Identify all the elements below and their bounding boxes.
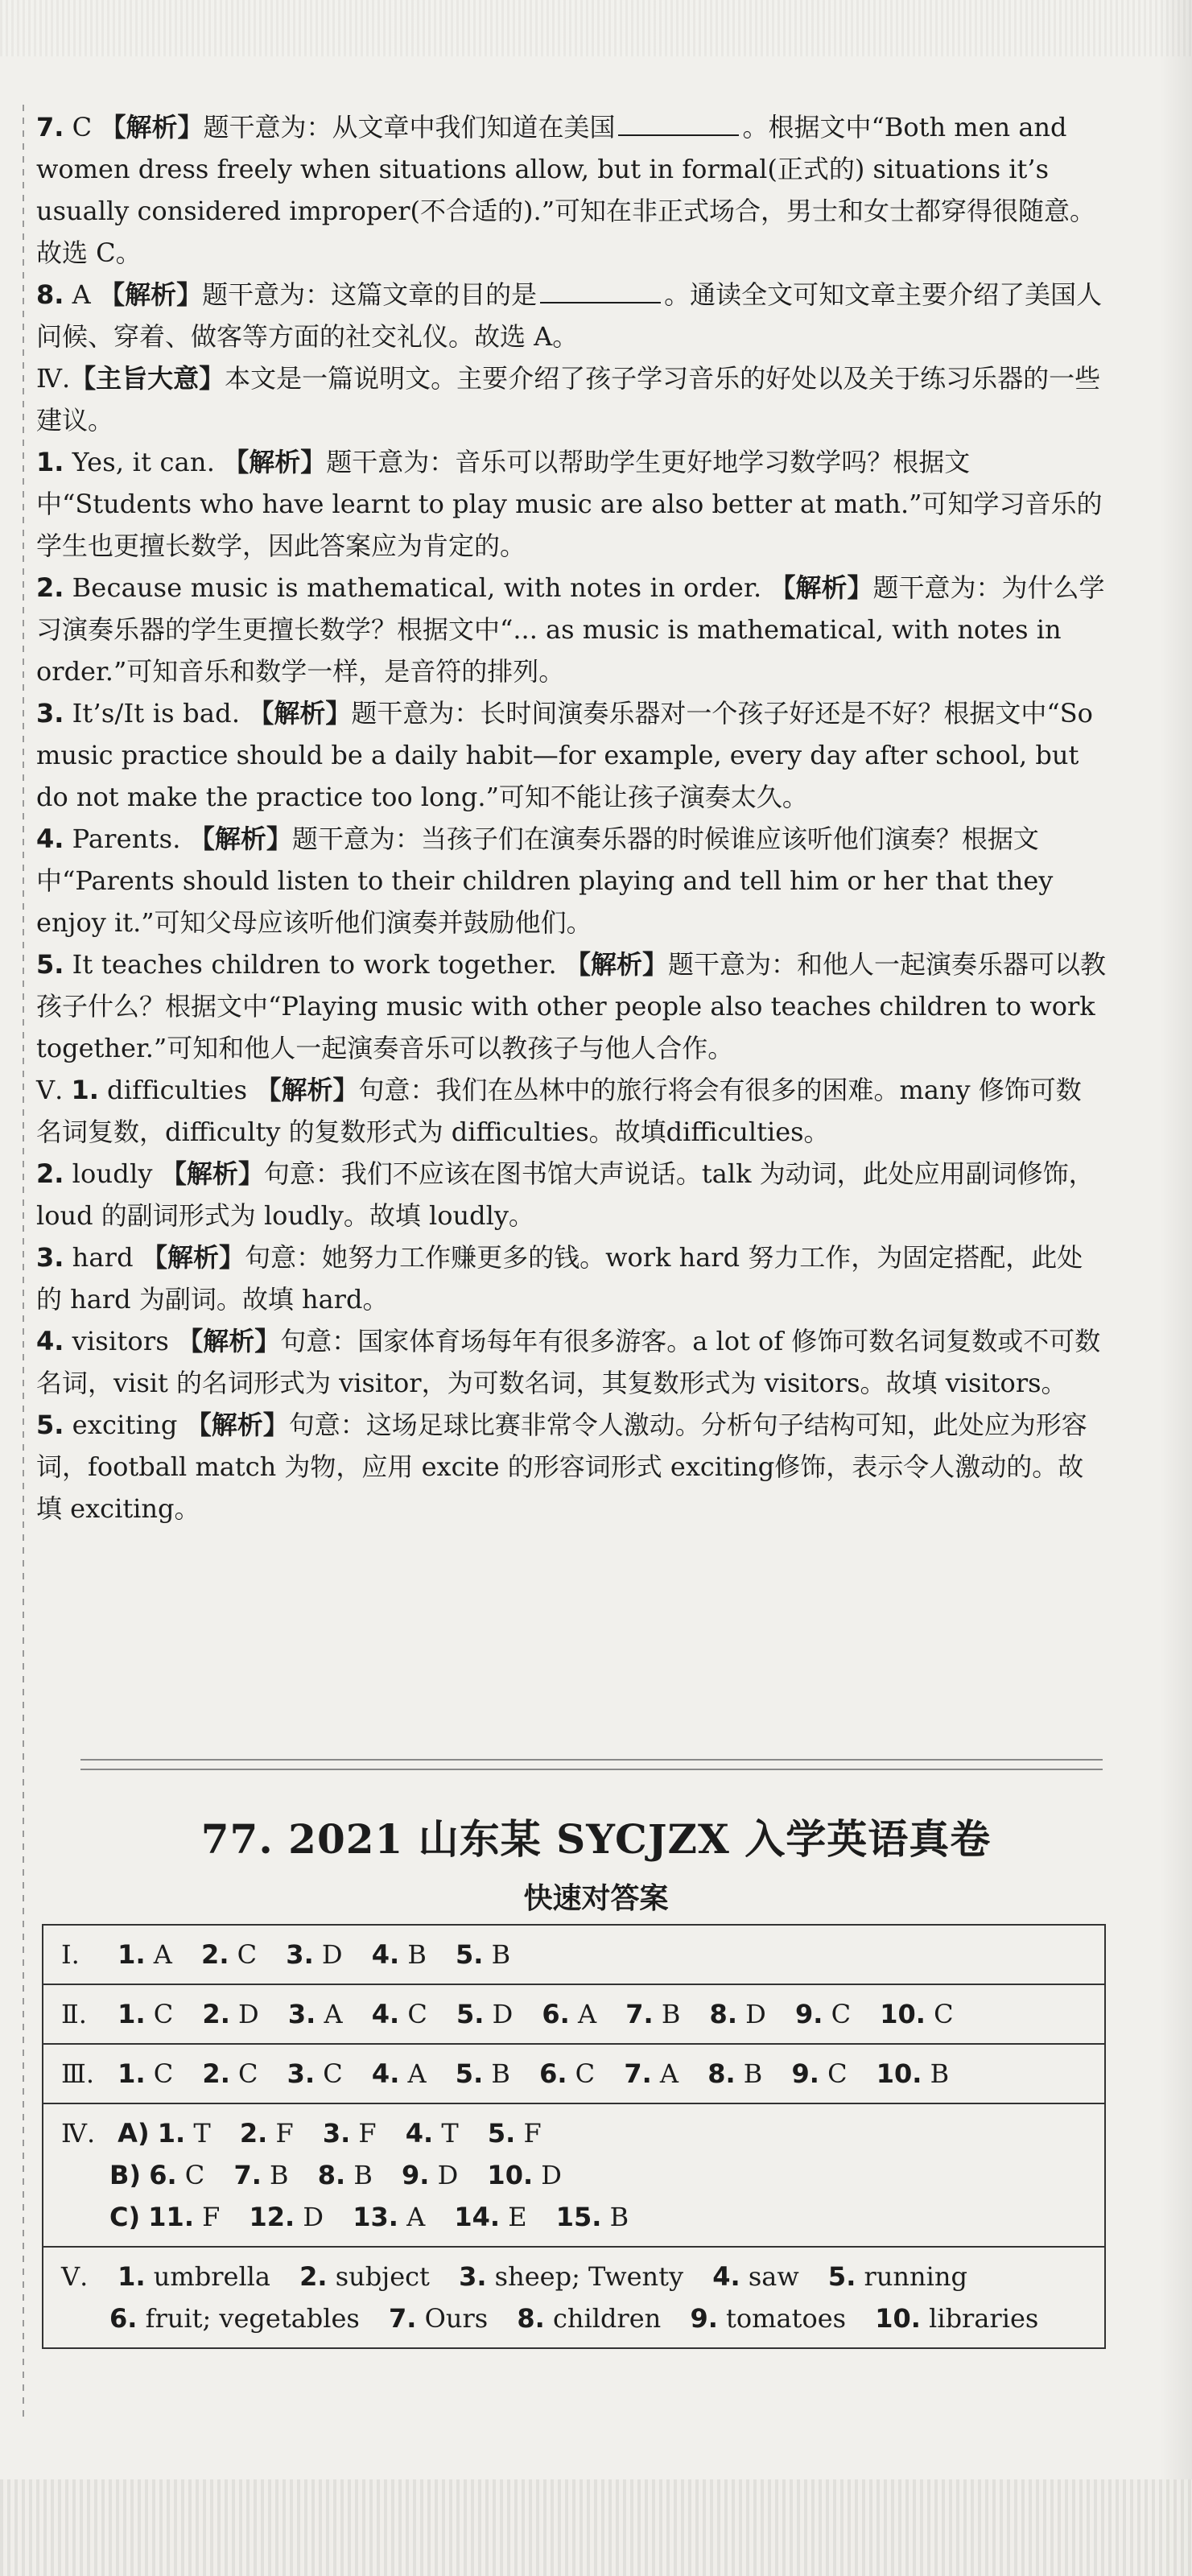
answer-cell: 4. B [371,1939,427,1970]
part-label: C) [109,2202,141,2232]
analysis-tag: 【解析】 [188,824,292,854]
answer-row-1 [43,1926,1104,1985]
part-label: B) [109,2160,142,2190]
answer-cell: 12. D [249,2202,324,2232]
answer-cell: 8. children [517,2303,662,2334]
answer-cell: 3. sheep; Twenty [459,2261,684,2292]
analysis-text: 题干意为：从文章中我们知道在美国 [203,112,616,142]
row-label: Ⅴ. [61,2261,89,2292]
answer-cell: 7. B [625,1999,681,2029]
answer-blank [540,279,661,303]
answer-cell: 10. D [487,2160,562,2190]
answer-cell: 3. F [322,2118,377,2149]
answer-cell: 8. B [317,2160,373,2190]
item-number: 1. [71,1075,99,1105]
item-answer: Parents. [72,824,181,854]
answer-item-7 [36,106,1107,274]
analysis-tag: 【解析】 [223,447,327,477]
analysis-tag: 【解析】 [565,949,669,980]
quick-answer-table [42,1924,1106,2349]
answer-cell: 5. B [455,2058,510,2089]
answer-row-2 [43,1985,1104,2045]
answer-cell: 14. E [454,2202,527,2232]
answer-row-4 [43,2104,1104,2248]
answer-cell: 6. C [149,2160,205,2190]
analysis-tag: 【解析】 [99,279,203,310]
row-label: Ⅱ. [61,1999,87,2029]
answer-cell: 5. running [827,2261,967,2292]
item-answer: It’s/It is bad. [72,698,241,729]
analysis-tag: 【解析】 [100,112,204,142]
answer-cell: 1. T [157,2118,211,2149]
answer-cell: 9. C [791,2058,848,2089]
answer-cell: 10. libraries [875,2303,1039,2334]
answer-cell: 2. D [202,1999,259,2029]
section-4-item-5 [36,943,1107,1069]
analysis-text: 。通读全文可知文章主要介绍了美国人问候、穿着、做客等方面的社交礼仪。故选 A。 [36,279,1103,352]
answer-cell: 2. C [201,1939,258,1970]
part-c-line [61,2196,1087,2238]
item-number: 3. [36,1242,64,1273]
section-divider [80,1759,1103,1770]
answer-cell: 1. C [118,1999,174,2029]
answer-cell: 9. tomatoes [690,2303,847,2334]
answer-cell: 11. F [148,2202,221,2232]
section-4-item-1 [36,441,1107,567]
answer-blank [618,112,739,136]
item-number: 4. [36,824,64,854]
section-4-item-2 [36,567,1107,692]
section-5-item-1 [36,1069,1107,1153]
item-number: 5. [36,949,64,980]
scan-edge-right [1160,0,1192,2576]
answer-cell: 1. umbrella [118,2261,270,2292]
item-answer: It teaches children to work together. [72,949,557,980]
item-number: 4. [36,1326,64,1356]
row-label: Ⅲ. [61,2058,95,2089]
item-answer: C [72,112,93,142]
analysis-text: 题干意为：这篇文章的目的是 [202,279,538,310]
section-5-item-4 [36,1320,1107,1404]
answer-cell: 5. F [487,2118,542,2149]
answer-cell: 4. saw [712,2261,799,2292]
analysis-text: 句意：我们在丛林中的旅行将会有很多的困难。many 修饰可数名词复数，difficulty 的复数形式为 difficulties。故填difficulties。 [36,1075,1082,1147]
answer-cell: 5. D [456,1999,514,2029]
answer-cell: 10. B [876,2058,950,2089]
item-number: 2. [36,572,64,603]
left-margin-rule [23,105,24,2423]
analysis-tag: 【解析】 [255,1075,359,1105]
item-answer: visitors [72,1326,170,1356]
answer-cell: 6. C [539,2058,596,2089]
section-4-item-3 [36,692,1107,818]
answer-cell: 15. B [555,2202,629,2232]
item-number: 2. [36,1158,64,1189]
section-label: Ⅳ. [36,363,71,394]
scan-edge-top [0,0,1192,56]
answer-cell: 8. B [707,2058,763,2089]
section-label: Ⅴ. [36,1075,64,1105]
answer-cell: 3. C [287,2058,343,2089]
answer-cell: 2. F [239,2118,294,2149]
answer-cell: 9. D [402,2160,459,2190]
answer-cell: 4. T [405,2118,459,2149]
section-4-summary [36,357,1107,441]
main-idea-tag: 【主旨大意】 [70,363,225,394]
answer-cell: 7. B [233,2160,289,2190]
section-4-item-4 [36,818,1107,943]
analysis-tag: 【解析】 [248,698,352,729]
analysis-text: 句意：我们不应该在图书馆大声说话。talk 为动词，此处应用副词修饰，loud 的副词形式为 loudly。故填 loudly。 [36,1158,1095,1231]
analysis-text: 句意：她努力工作赚更多的钱。work hard 努力工作，为固定搭配，此处的 hard 为副词。故填 hard。 [36,1242,1083,1315]
answer-cell: 8. D [709,1999,766,2029]
item-answer: difficulties [107,1075,248,1105]
answer-cell: 1. C [118,2058,174,2089]
analysis-text: 。根据文中“Both men and women dress freely when situations allow, but in formal(正式的) situations it’s usually considered improper(不合适的).”可知在非正式场合，男士和女士都穿得很随意。故选 C。 [36,112,1096,268]
item-answer: loudly [72,1158,153,1189]
analysis-text: 题干意为：当孩子们在演奏乐器的时候谁应该听他们演奏？根据文中“Parents should listen to their children playing and tell him or her that they enjoy it.”可知父母应该听他们演奏并鼓励他们。 [36,824,1054,938]
section-5-item-3 [36,1236,1107,1320]
answer-cell: 3. A [287,1999,343,2029]
analysis-text: 题干意为：长时间演奏乐器对一个孩子好还是不好？根据文中“So music practice should be a daily habit—for example, every day after school, but do not make the practice too long.”可知不能让孩子演奏太久。 [36,698,1093,812]
analysis-text: 题干意为：和他人一起演奏乐器可以教孩子什么？根据文中“Playing music with other people also teaches children to work together.”可知和他人一起演奏音乐可以教孩子与他人合作。 [36,949,1107,1063]
analysis-text: 题干意为：为什么学习演奏乐器的学生更擅长数学？根据文中“... as music is mathematical, with notes in order.”可知音乐和数学一样，是音符的排列。 [36,572,1105,687]
answer-cell: 4. A [371,2058,427,2089]
item-number: 8. [36,279,64,310]
row-label: Ⅰ. [61,1939,80,1970]
analysis-text: 题干意为：音乐可以帮助学生更好地学习数学吗？根据文中“Students who have learnt to play music are also better at math.”可知学习音乐的学生也更擅长数学，因此答案应为肯定的。 [36,447,1103,561]
item-answer: exciting [72,1410,178,1440]
analysis-tag: 【解析】 [177,1326,281,1356]
answer-cell: 5. B [456,1939,511,1970]
item-number: 7. [36,112,64,142]
answer-row-5 [43,2248,1104,2347]
part-label: A) [118,2118,150,2149]
item-answer: A [72,279,91,310]
analysis-text: 句意：国家体育场每年有很多游客。a lot of 修饰可数名词复数或不可数名词，visit 的名词形式为 visitor，为可数名词，其复数形式为 visitors。故填 visitors。 [36,1326,1101,1398]
row-label: Ⅳ. [61,2118,96,2149]
analysis-tag: 【解析】 [160,1158,264,1189]
answer-cell: 7. Ours [389,2303,489,2334]
section-5-item-2 [36,1153,1107,1236]
answer-cell: 4. C [371,1999,427,2029]
analysis-text: 句意：这场足球比赛非常令人激动。分析句子结构可知，此处应为形容词，football match 为物，应用 excite 的形容词形式 exciting修饰，表示令人激动的。故填 exciting。 [36,1410,1087,1524]
answer-cell: 6. fruit; vegetables [109,2303,360,2334]
item-answer: Because music is mathematical, with notes in order. [72,572,762,603]
row-5-second-line [61,2297,1087,2339]
exam-title: 77. 2021 山东某 SYCJZX 入学英语真卷 [200,1815,992,1863]
item-number: 3. [36,698,64,729]
answer-cell: 1. A [118,1939,172,1970]
scan-edge-bottom [0,2479,1192,2576]
answer-cell: 2. C [202,2058,258,2089]
item-answer: Yes, it can. [72,447,216,477]
analysis-tag: 【解析】 [769,572,873,603]
answer-cell: 6. A [542,1999,597,2029]
answer-explanations [36,106,1107,1530]
analysis-tag: 【解析】 [142,1242,245,1273]
answer-cell: 13. A [353,2202,426,2232]
item-number: 5. [36,1410,64,1440]
section-5-item-5 [36,1404,1107,1530]
answer-cell: 7. A [624,2058,679,2089]
answer-cell: 3. D [286,1939,343,1970]
answer-row-3 [43,2045,1104,2104]
analysis-tag: 【解析】 [185,1410,289,1440]
quick-answer-heading: 快速对答案 [523,1882,669,1915]
answer-cell: 9. C [794,1999,852,2029]
item-number: 1. [36,447,64,477]
answer-item-8 [36,274,1107,357]
answer-cell: 2. subject [299,2261,430,2292]
part-b-line [61,2154,1087,2196]
main-idea-text: 本文是一篇说明文。主要介绍了孩子学习音乐的好处以及关于练习乐器的一些建议。 [36,363,1101,436]
answer-cell: 10. C [880,1999,954,2029]
item-answer: hard [72,1242,134,1273]
